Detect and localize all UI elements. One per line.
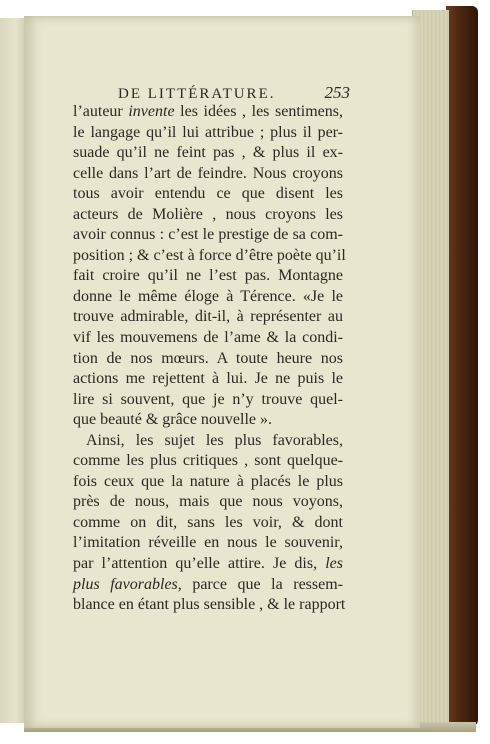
text-line	[73, 123, 343, 144]
text-segment: les idées , les sentimens,	[174, 103, 343, 120]
running-head: DE LITTÉRATURE.	[118, 86, 276, 102]
text-segment: vif les mouvemens de l’ame & la condi-	[73, 329, 343, 347]
text-segment: celle dans l’art de feindre. Nous croyons	[73, 164, 343, 182]
text-segment: l’auteur	[73, 103, 129, 120]
text-line	[73, 205, 343, 226]
text-segment: avoir connus : c’est le prestige de sa com-	[73, 226, 343, 244]
text-segment: donne le même éloge à Térence. «Je le	[73, 287, 343, 305]
text-segment: blance en étant plus sensible , & le rapport	[73, 596, 346, 614]
text-line	[73, 513, 343, 534]
text-line	[73, 328, 343, 349]
text-line	[73, 533, 343, 554]
text-line	[73, 451, 343, 472]
text-line	[73, 554, 343, 575]
text-line	[73, 595, 346, 616]
text-line	[73, 390, 343, 411]
text-line	[73, 143, 343, 164]
text-segment: acteurs de Molière , nous croyons les	[73, 205, 343, 223]
text-segment: le langage qu’il lui attribue ; plus il per-	[73, 123, 343, 141]
text-segment: lire si souvent, que je n’y trouve quel-	[73, 390, 343, 408]
text-segment: tous avoir entendu ce que disent les	[73, 185, 343, 203]
previous-page-edge	[0, 18, 27, 723]
book-cover	[446, 6, 478, 726]
text-line	[73, 246, 346, 267]
italic-text: plus favorables	[73, 575, 178, 593]
text-line	[73, 349, 343, 370]
text-segment: comme les plus critiques , sont quelque-	[73, 452, 343, 470]
text-segment: suade qu’il ne feint pas , & plus il ex-	[73, 144, 343, 162]
text-segment: fois ceux que la nature à placés le plus	[73, 472, 343, 490]
text-line	[73, 184, 343, 205]
text-line	[73, 431, 343, 452]
text-line	[73, 164, 343, 185]
text-line	[73, 575, 343, 596]
text-line	[73, 410, 343, 431]
text-segment: comme on dit, sans les voir, & dont	[73, 513, 343, 531]
italic-text: invente	[128, 103, 175, 120]
text-segment: Ainsi, les sujet les plus favorables,	[86, 431, 343, 449]
text-line	[73, 102, 343, 123]
text-segment: près de nous, mais que nous voyons,	[73, 493, 343, 511]
text-line	[73, 369, 343, 390]
text-segment: position ; & c’est à force d’être poète qu’il	[73, 246, 346, 264]
text-segment: fait croire qu’il ne l’est pas. Montagne	[73, 267, 343, 285]
text-line	[73, 266, 343, 287]
text-line	[73, 225, 343, 246]
text-line	[73, 492, 343, 513]
text-segment: trouve admirable, dit-il, à représenter au	[73, 308, 343, 326]
body-text	[73, 102, 346, 616]
text-segment: l’imitation réveille en nous le souvenir,	[73, 534, 343, 552]
text-segment: par l’attention qu’elle attire. Je dis,	[73, 555, 326, 573]
text-segment: , parce que la ressem-	[177, 575, 343, 593]
text-line	[73, 472, 343, 493]
text-segment: actions me rejettent à lui. Je ne puis le	[73, 370, 343, 388]
text-line	[73, 307, 343, 328]
italic-text: les	[325, 555, 343, 573]
page-number: 253	[324, 83, 350, 102]
text-segment: tion de nos mœurs. A toute heure nos	[73, 349, 343, 367]
text-segment: que beauté & grâce nouvelle ».	[73, 411, 273, 429]
text-line	[73, 287, 343, 308]
